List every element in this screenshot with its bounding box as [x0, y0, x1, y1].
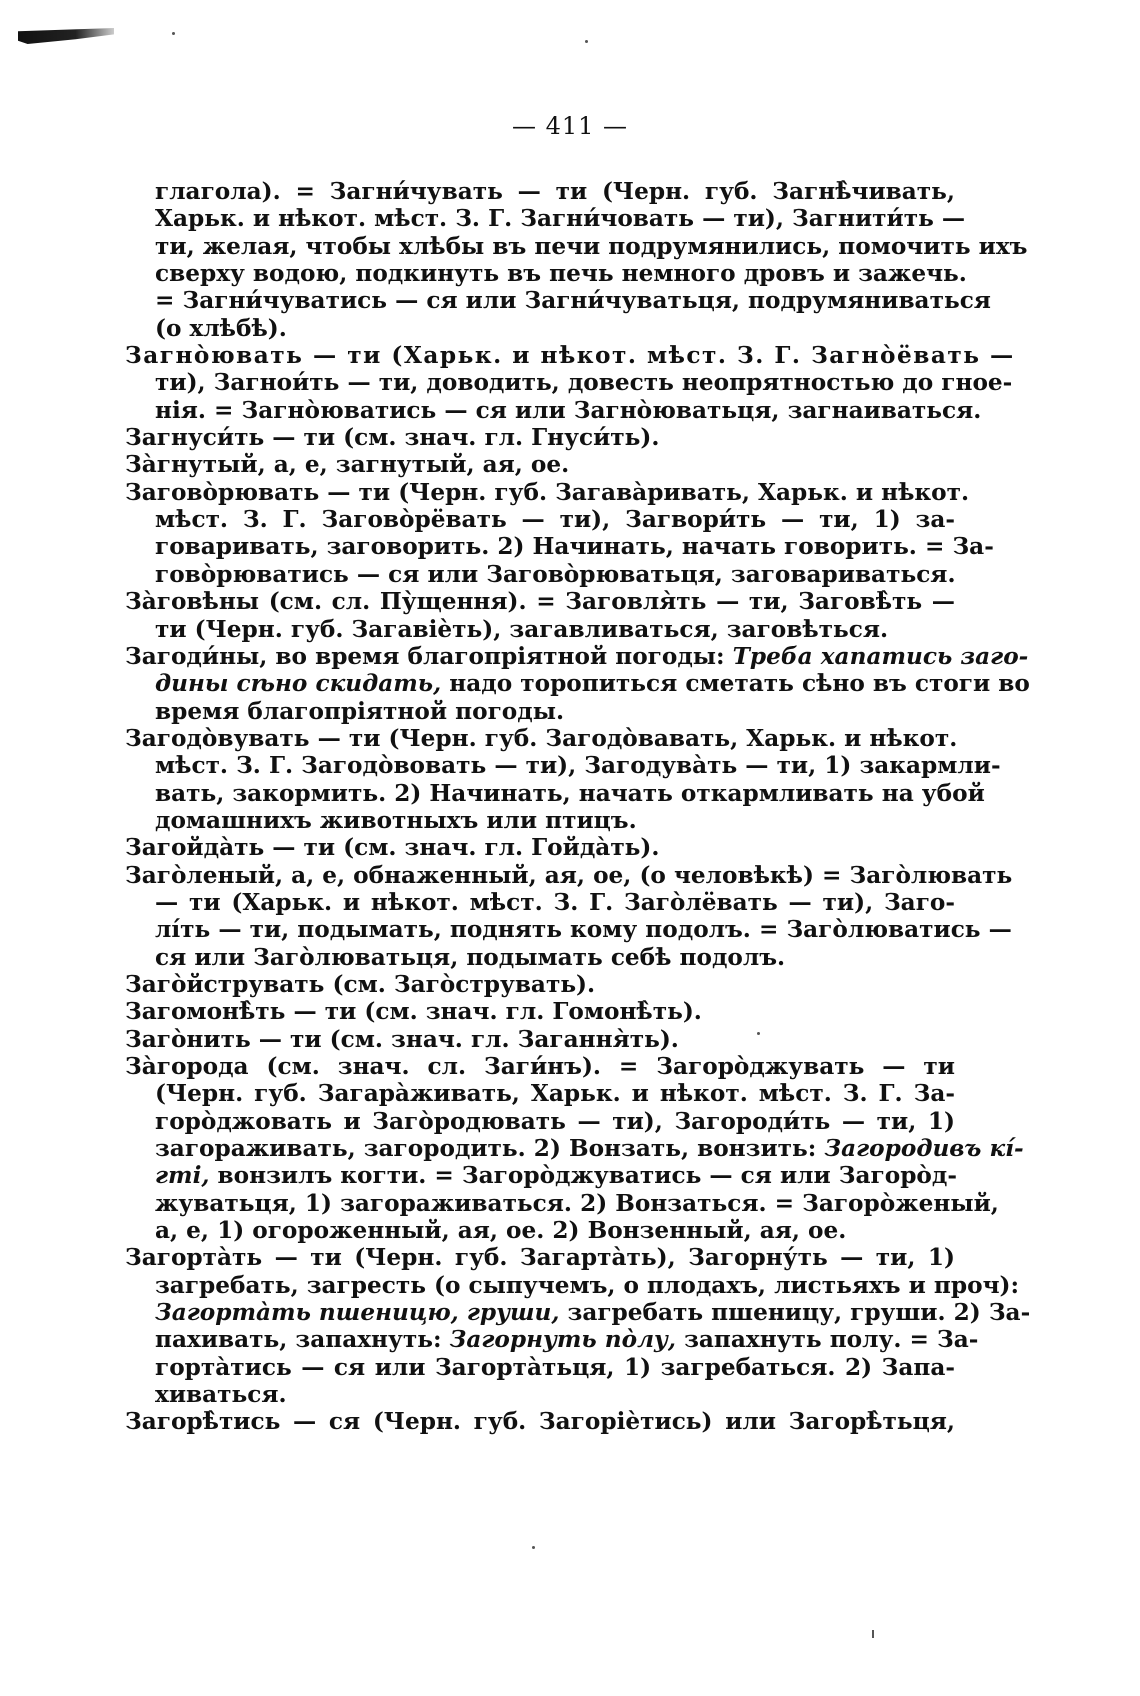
- entry-text: запахнуть полу. = За-: [684, 1326, 979, 1354]
- scan-speck: [532, 1546, 535, 1549]
- text-line: лі́ть — ти, подымать, поднять кому подолъ. = Заго̀люватись —: [155, 916, 1012, 944]
- entry-headline: Загово̀рювать — ти (Черн. губ. Загава̀ривать, Харьк. и нѣкот.: [125, 478, 970, 506]
- entry-text: надо торопиться сметать сѣно въ стоги во: [449, 670, 1030, 698]
- entry-text: загораживать, загородить. 2) Вонзать, вонзить:: [155, 1135, 817, 1163]
- entry-headline: [125, 642, 1029, 670]
- text-line: мѣст. З. Г. Загодо̀вовать — ти), Загодува̀ть — ти, 1) закармли-: [155, 752, 1001, 780]
- entry-headline: Загорѣ̀тись — ся (Черн. губ. Загоріѐтись) или Загорѣ̀тьця,: [125, 1408, 955, 1436]
- entry-headline: Заго̀йструвать (см. Заго̀струвать).: [125, 970, 596, 998]
- entry-headline: За̀гнутый, а, е, загнутый, ая, ое.: [125, 451, 570, 479]
- text-line: сверху водою, подкинуть въ печь немного дровъ и зажечь.: [155, 260, 967, 288]
- text-line: [125, 1162, 955, 1189]
- entry-headline: За̀говѣны (см. сл. Пу̀щення). = Заговля̀ть — ти, Заговѣ̀ть —: [125, 588, 955, 616]
- text-line: [125, 1135, 1024, 1163]
- text-line: = Загни́чуватись — ся или Загни́чуватьця, подрумяниваться: [155, 287, 991, 315]
- text-line: глагола). = Загни́чувать — ти (Черн. губ. Загнѣ̀чивать,: [155, 178, 955, 205]
- text-line: [125, 1326, 979, 1354]
- example-quote: Загорта̀ть пшеницю, груши,: [155, 1299, 560, 1327]
- entry-headline: Загнуси́ть — ти (см. знач. гл. Гнуси́ть).: [125, 424, 660, 452]
- text-line: ся или Заго̀люватьця, подымать себѣ подолъ.: [155, 943, 786, 971]
- scan-speck: [585, 40, 588, 43]
- text-line: мѣст. З. Г. Загово̀рёвать — ти), Загвори́ть — ти, 1) за-: [155, 506, 955, 534]
- text-line: ти), Загнои́ть — ти, доводить, довесть неопрятностью до гное-: [155, 369, 1013, 397]
- entry-headline: За̀города (см. знач. сл. Заги́нъ). = Загоро̀джувать — ти: [125, 1053, 955, 1080]
- entry-text: Загоди́ны, во время благопріятной погоды:: [125, 642, 725, 670]
- text-line: гово̀рюватись — ся или Загово̀рюватьця, заговариваться.: [155, 560, 956, 588]
- text-line: хиваться.: [155, 1381, 287, 1409]
- entry-text: пахивать, запахнуть:: [155, 1326, 442, 1354]
- text-line: вать, закормить. 2) Начинать, начать откармливать на убой: [155, 779, 985, 807]
- text-line: горо̀джовать и Заго̀родювать — ти), Загороди́ть — ти, 1): [155, 1107, 955, 1135]
- text-line: Харьк. и нѣкот. мѣст. З. Г. Загни́човать — ти), Загнити́ть —: [155, 205, 966, 233]
- scan-speck: [872, 1630, 874, 1638]
- text-line: горта̀тись — ся или Загорта̀тьця, 1) загребаться. 2) Запа-: [155, 1353, 955, 1381]
- text-line: нія. = Загно̀юватись — ся или Загно̀юватьця, загнаиваться.: [155, 396, 982, 424]
- text-line: — ти (Харьк. и нѣкот. мѣст. З. Г. Заго̀лёвать — ти), Заго-: [155, 888, 955, 916]
- text-line: домашнихъ животныхъ или птицъ.: [155, 806, 637, 834]
- example-quote: Треба хапатись заго-: [732, 642, 1029, 670]
- entry-headline: Загорта̀ть — ти (Черн. губ. Загарта̀ть), Загорну́ть — ти, 1): [125, 1244, 955, 1272]
- text-line: ти, желая, чтобы хлѣбы въ печи подрумянились, помочить ихъ: [155, 232, 1028, 260]
- example-quote: дины сѣно скидать,: [155, 670, 442, 698]
- entry-headline: Заго̀леный, а, е, обнаженный, ая, ое, (о человѣкѣ) = Заго̀лювать: [125, 861, 1013, 889]
- scan-speck: [172, 32, 175, 35]
- text-line: а, е, 1) огороженный, ая, ое. 2) Вонзенный, ая, ое.: [155, 1217, 847, 1245]
- text-line: ти (Черн. губ. Загавіѐть), загавливаться, заговѣться.: [155, 615, 889, 643]
- example-quote: гті,: [155, 1162, 210, 1190]
- text-line: [125, 670, 1030, 698]
- text-line: загребать, загресть (о сыпучемъ, о плодахъ, листьяхъ и проч):: [155, 1271, 1020, 1299]
- entry-headline: Загомонѣ̀ть — ти (см. знач. гл. Гомонѣ̀ть).: [125, 998, 702, 1026]
- entry-text: вонзилъ когти. = Загоро̀джуватись — ся или Загоро̀д-: [217, 1162, 957, 1190]
- dictionary-text: [125, 178, 1031, 1436]
- text-line: жуватьця, 1) загораживаться. 2) Вонзаться. = Загоро̀женый,: [155, 1189, 999, 1217]
- entry-text: загребать пшеницу, груши. 2) За-: [567, 1299, 1031, 1327]
- text-line: время благопріятной погоды.: [155, 697, 565, 725]
- text-line: (Черн. губ. Загара̀живать, Харьк. и нѣкот. мѣст. З. Г. За-: [155, 1080, 955, 1108]
- example-quote: Загорнуть по̀лу,: [449, 1326, 676, 1354]
- example-quote: Загородивъ кі́-: [824, 1135, 1024, 1163]
- entry-headline: Загодо̀вувать — ти (Черн. губ. Загодо̀вавать, Харьк. и нѣкот.: [125, 724, 958, 752]
- text-line: [125, 1299, 1031, 1327]
- entry-headline: Загно̀ювать — ти (Харьк. и нѣкот. мѣст. З. Г. Загно̀ёвать —: [125, 342, 1015, 370]
- scan-artifact: [18, 28, 114, 44]
- entry-headline: Загойда̀ть — ти (см. знач. гл. Гойда̀ть).: [125, 834, 660, 862]
- text-line: говаривать, заговорить. 2) Начинать, начать говорить. = За-: [155, 533, 994, 561]
- entry-headline: Заго̀нить — ти (см. знач. гл. Загання̀ть).: [125, 1025, 679, 1053]
- page-number: — 411 —: [511, 112, 629, 140]
- text-line: (о хлѣбѣ).: [155, 314, 287, 342]
